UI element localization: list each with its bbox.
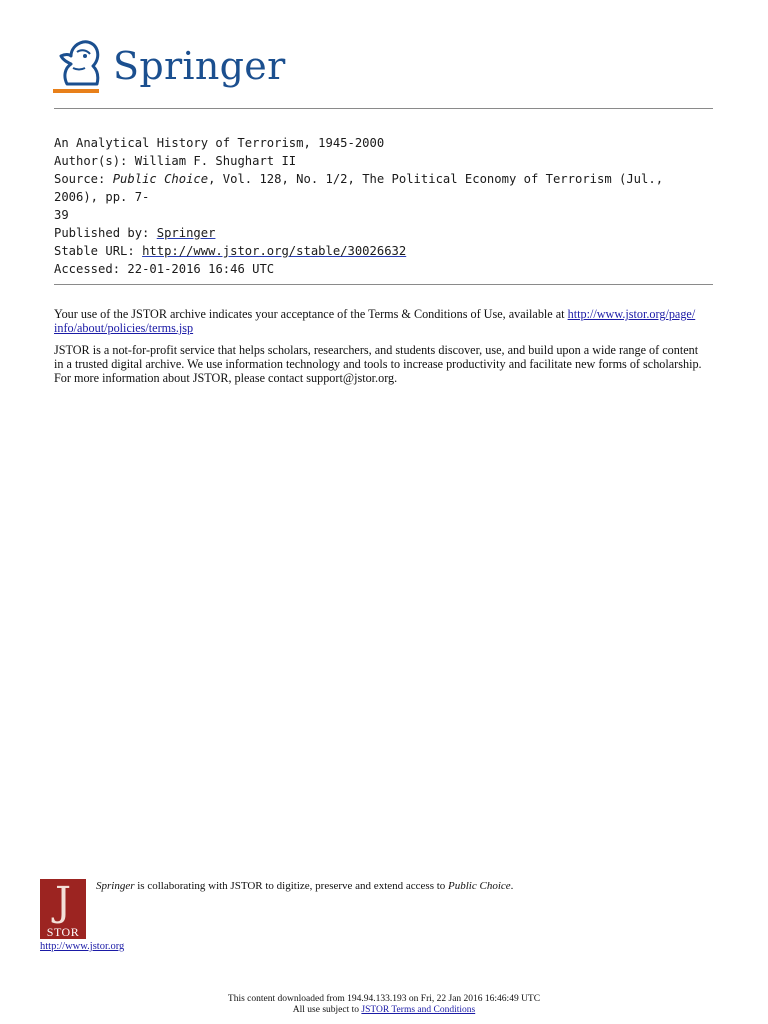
springer-horse-icon — [53, 40, 101, 98]
collab-end: . — [510, 880, 514, 892]
terms-link-part1[interactable]: http://www.jstor.org/page/ — [567, 307, 696, 321]
accessed-label: Accessed: — [54, 262, 121, 276]
jstor-home-link[interactable]: http://www.jstor.org — [40, 941, 125, 952]
terms-footer-prefix: All use subject to — [292, 1005, 362, 1015]
download-info: This content downloaded from 194.94.133.193 on Fri, 22 Jan 2016 16:46:49 UTC — [227, 994, 541, 1004]
stable-url-link[interactable]: http://www.jstor.org/stable/30026632 — [142, 244, 407, 258]
springer-logo-bar — [53, 89, 99, 93]
collab-publisher: Springer — [96, 880, 135, 892]
jstor-about-paragraph — [54, 343, 714, 385]
authors-label: Author(s): — [54, 154, 128, 168]
terms-text: Your use of the JSTOR archive indicates your acceptance of the Terms & Conditions of Use, available at — [54, 307, 565, 321]
source-journal: Public Choice — [112, 172, 209, 186]
collaboration-note — [96, 880, 513, 892]
citation-block — [54, 134, 714, 278]
about-line-1: JSTOR is a not-for-profit service that helps scholars, researchers, and students discover, use, and build upon a wide range of content — [54, 343, 699, 357]
collab-text: is collaborating with JSTOR to digitize, preserve and extend access to — [134, 880, 449, 892]
middle-divider — [54, 284, 713, 285]
source-row — [54, 170, 714, 224]
jstor-logo-word: STOR — [46, 925, 80, 939]
terms-link-part2[interactable]: info/about/policies/terms.jsp — [54, 321, 194, 335]
terms-footer-line — [0, 1005, 768, 1016]
collab-journal: Public Choice — [448, 880, 511, 892]
terms-block — [54, 307, 714, 393]
about-line-3: For more information about JSTOR, please contact support@jstor.org. — [54, 371, 398, 385]
terms-paragraph — [54, 307, 714, 335]
source-pages-end: 39 — [54, 208, 69, 222]
source-label: Source: — [54, 172, 106, 186]
jstor-logo-letter: J — [54, 879, 72, 925]
publisher-link[interactable]: Springer — [156, 226, 216, 240]
stable-url-label: Stable URL: — [54, 244, 135, 258]
source-details: , Vol. 128, No. 1/2, The Political Economy of Terrorism (Jul., 2006), pp. 7- — [54, 172, 664, 204]
publisher-row — [54, 224, 714, 242]
about-line-2: in a trusted digital archive. We use information technology and tools to increase productivity and facilitate new forms of scholarship. — [54, 357, 702, 371]
top-divider — [54, 108, 713, 109]
springer-logo — [53, 40, 286, 98]
download-footer — [0, 994, 768, 1016]
springer-brand-text: Springer — [113, 44, 286, 88]
accessed-value: 22-01-2016 16:46 UTC — [127, 262, 275, 276]
accessed-row — [54, 260, 714, 278]
authors-value: William F. Shughart II — [134, 154, 297, 168]
stable-url-row — [54, 242, 714, 260]
authors-row — [54, 152, 714, 170]
article-title: An Analytical History of Terrorism, 1945-2000 — [54, 136, 385, 150]
terms-conditions-link[interactable]: JSTOR Terms and Conditions — [361, 1005, 476, 1015]
jstor-logo — [40, 879, 86, 939]
publisher-label: Published by: — [54, 226, 150, 240]
